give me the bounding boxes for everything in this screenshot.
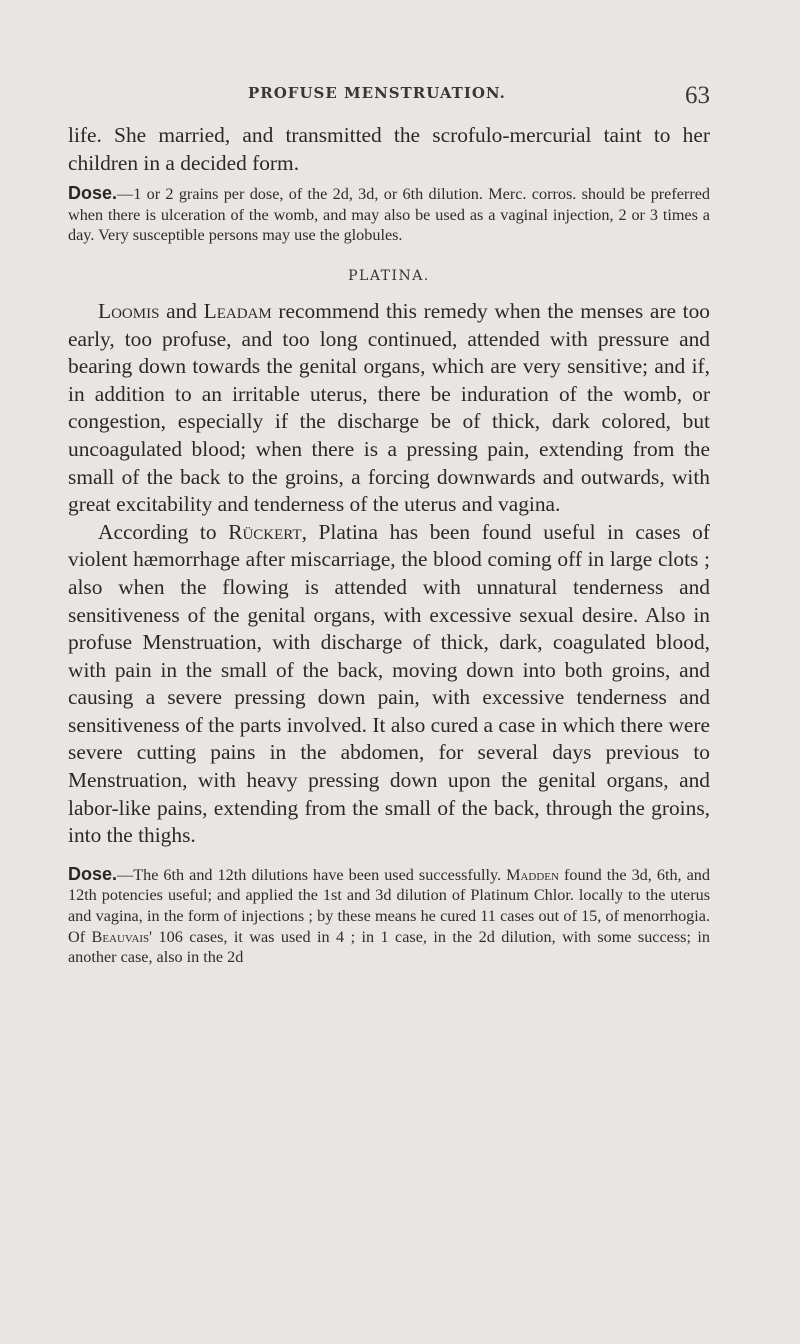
author-name: Madden (506, 865, 559, 884)
dose-note-platina (68, 864, 710, 968)
dose-text: found the 3d, 6th, and 12th potencies useful; and applied the 1st and 3d dilution of Platinum Chlor. locally to the uterus and vagina, in the form of injections ; by these means he cured 11 cases out of 15, of menorrhogia. Of (68, 865, 710, 946)
page-header (100, 82, 710, 112)
running-title: PROFUSE MENSTRUATION. (248, 84, 506, 102)
paragraph-ruckert (68, 519, 710, 850)
dose-label: Dose. (68, 863, 118, 884)
dose-text: 106 cases, it was used in 4 ; in 1 case, in the 2d dilution, with some success; in another case, also in the 2d (68, 927, 710, 967)
paragraph-text: recommend this remedy when the menses are too early, too profuse, and too long continued, attended with pressure and bearing down towards the genital organs, which are very sensitive; and if, in addition to an irritable uterus, there be induration of the womb, or congestion, especially if the discharge be of thick, dark colored, but uncoagulated blood; when there is a pressing pain, extending from the small of the back to the groins, a forcing downwards and outwards, with great excitability and tenderness of the uterus and vagina. (68, 298, 710, 517)
author-name: Rückert (228, 519, 302, 544)
body-text (68, 122, 710, 968)
author-name: Beauvais' (91, 927, 153, 946)
section-heading-platina: PLATINA. (348, 267, 430, 284)
paragraph-text: , Platina has been found useful in cases of violent hæmorrhage after miscarriage, the blood coming off in large clots ; also when the flowing is attended with unnatural tenderness and sensitiveness of the genital organs, with excessive sexual desire. Also in profuse Menstruation, with discharge of thick, dark, coagulated blood, with pain in the small of the back, moving down into both groins, and causing a severe pressing down pain, with excessive tenderness and sensitiveness of the parts involved. It also cured a case in which there were severe cutting pains in the abdomen, for several days previous to Menstruation, with heavy pressing down upon the genital organs, and labor-like pains, extending from the small of the back, through the groins, into the thighs. (68, 519, 710, 848)
paragraph-platina-indications (68, 298, 710, 519)
paragraph-lead: According to (98, 519, 229, 544)
connector-text: and (159, 298, 204, 323)
dose-label: Dose. (68, 183, 118, 204)
paragraph-intro: life. She married, and transmitted the scrofulo-mercurial taint to her children in a decided form. (68, 123, 710, 175)
page-number: 63 (685, 82, 710, 109)
author-name: Loomis (98, 298, 160, 323)
dose-text: —The 6th and 12th dilutions have been used successfully. (117, 865, 507, 884)
dose-text: —1 or 2 grains per dose, of the 2d, 3d, or 6th dilution. Merc. corros. should be preferred when there is ulceration of the womb, and may also be used as a vaginal injection, 2 or 3 times a day. Very susceptible persons may use the globules. (68, 185, 710, 245)
dose-note-mercurius (68, 183, 710, 246)
author-name: Leadam (203, 298, 272, 323)
